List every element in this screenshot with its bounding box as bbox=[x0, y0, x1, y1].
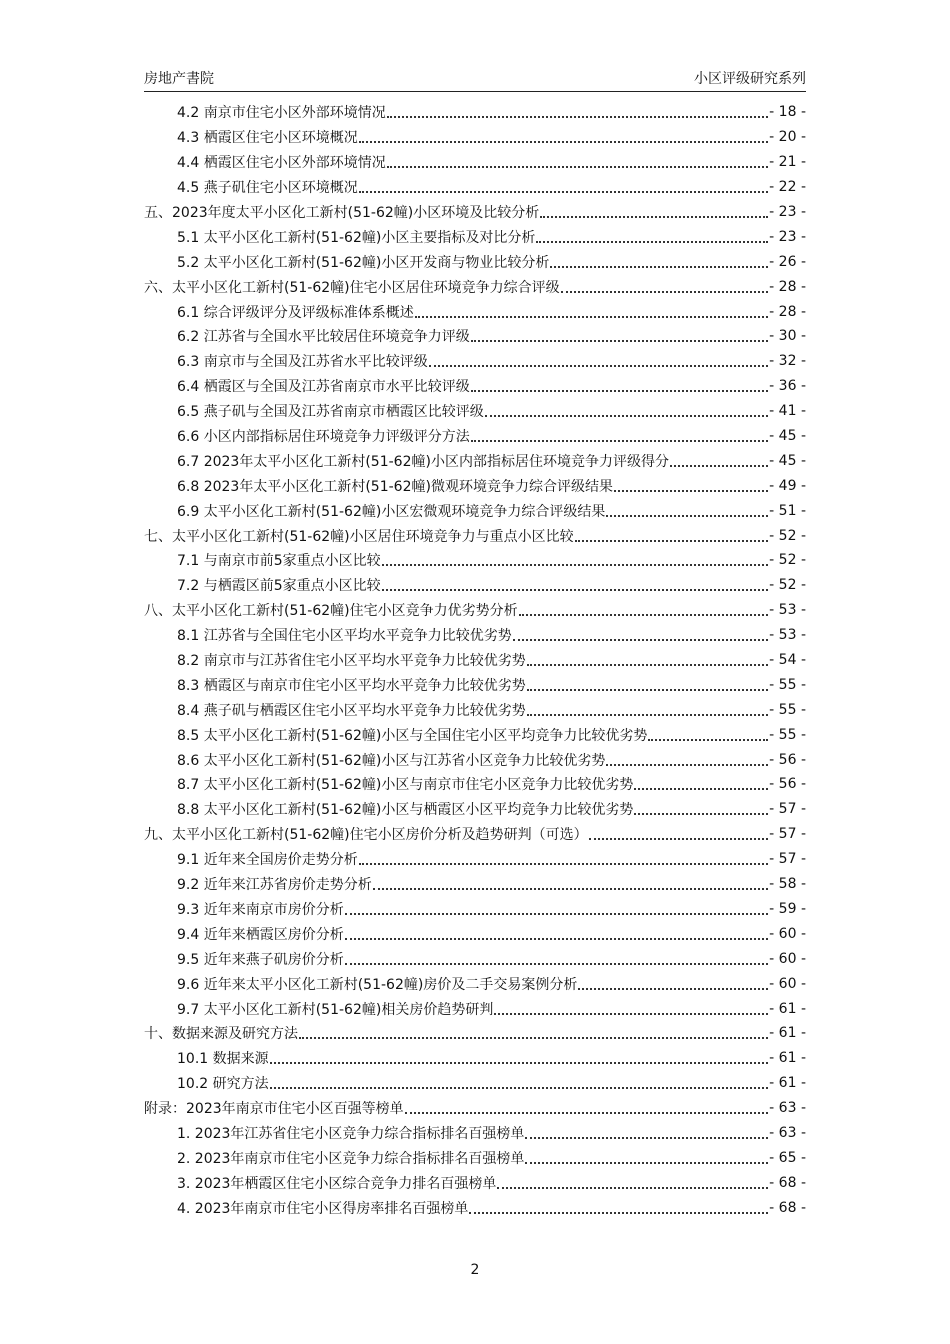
header-left-text: 房地产書院 bbox=[144, 71, 214, 87]
toc-leader-dots bbox=[359, 141, 768, 143]
toc-entry[interactable] bbox=[144, 448, 806, 473]
toc-entry-title: 8.8 太平小区化工新村(51-62幢)小区与栖霞区小区平均竞争力比较优劣势 bbox=[177, 802, 634, 819]
toc-entry-page: - 52 - bbox=[769, 552, 806, 569]
toc-entry-page: - 60 - bbox=[769, 975, 806, 992]
toc-entry-page: - 23 - bbox=[769, 204, 806, 220]
toc-entry-page: - 54 - bbox=[769, 652, 806, 669]
toc-entry[interactable] bbox=[144, 946, 806, 971]
toc-entry[interactable] bbox=[144, 175, 806, 200]
toc-leader-dots bbox=[540, 216, 768, 218]
toc-entry-title: 七、太平小区化工新村(51-62幢)小区居住环境竞争力与重点小区比较 bbox=[144, 528, 574, 545]
toc-leader-dots bbox=[299, 1037, 768, 1039]
toc-entry-page: - 61 - bbox=[769, 1075, 806, 1092]
toc-leader-dots bbox=[525, 1137, 768, 1139]
toc-entry-title: 8.4 燕子矶与栖霞区住宅小区平均水平竞争力比较优劣势 bbox=[177, 702, 526, 719]
toc-entry-page: - 52 - bbox=[769, 527, 806, 544]
toc-leader-dots bbox=[345, 913, 768, 915]
toc-entry-page: - 45 - bbox=[769, 428, 806, 445]
toc-leader-dots bbox=[634, 813, 768, 815]
toc-entry-title: 八、太平小区化工新村(51-62幢)住宅小区竞争力优劣势分析 bbox=[144, 603, 518, 620]
toc-entry-title: 6.2 江苏省与全国水平比较居住环境竞争力评级 bbox=[177, 329, 470, 346]
toc-entry[interactable] bbox=[144, 772, 806, 797]
toc-leader-dots bbox=[359, 863, 768, 865]
toc-leader-dots bbox=[561, 291, 769, 293]
toc-leader-dots bbox=[606, 515, 768, 517]
toc-entry[interactable] bbox=[144, 249, 806, 274]
toc-entry-title: 6.5 燕子矶与全国及江苏省南京市栖霞区比较评级 bbox=[177, 404, 484, 421]
toc-entry-title: 4.5 燕子矶住宅小区环境概况 bbox=[177, 180, 358, 197]
toc-entry-page: - 60 - bbox=[769, 950, 806, 967]
toc-leader-dots bbox=[494, 1013, 768, 1015]
toc-entry-title: 六、太平小区化工新村(51-62幢)住宅小区居住环境竞争力综合评级 bbox=[144, 279, 560, 296]
toc-entry-title: 6.6 小区内部指标居住环境竞争力评级评分方法 bbox=[177, 429, 470, 446]
toc-entry-page: - 55 - bbox=[769, 726, 806, 743]
toc-leader-dots bbox=[525, 1162, 768, 1164]
toc-entry-title: 6.4 栖霞区与全国及江苏省南京市水平比较评级 bbox=[177, 379, 470, 396]
toc-entry-page: - 26 - bbox=[769, 253, 806, 270]
toc-entry[interactable] bbox=[144, 374, 806, 399]
toc-entry-page: - 49 - bbox=[769, 477, 806, 494]
toc-entry-page: - 61 - bbox=[769, 1000, 806, 1017]
toc-entry-title: 十、数据来源及研究方法 bbox=[144, 1026, 298, 1043]
toc-entry-page: - 65 - bbox=[769, 1149, 806, 1166]
toc-entry-title: 8.6 太平小区化工新村(51-62幢)小区与江苏省小区竞争力比较优劣势 bbox=[177, 752, 606, 769]
toc-entry[interactable] bbox=[144, 548, 806, 573]
toc-entry[interactable] bbox=[144, 697, 806, 722]
toc-entry-title: 6.1 综合评级评分及评级标准体系概述 bbox=[177, 304, 414, 321]
toc-entry[interactable] bbox=[144, 1170, 806, 1195]
toc-leader-dots bbox=[270, 1062, 769, 1064]
toc-entry-page: - 56 - bbox=[769, 776, 806, 793]
toc-entry[interactable] bbox=[144, 822, 806, 847]
toc-entry-title: 8.2 南京市与江苏省住宅小区平均水平竞争力比较优劣势 bbox=[177, 653, 526, 670]
toc-entry-page: - 28 - bbox=[769, 278, 806, 295]
toc-entry[interactable] bbox=[144, 1071, 806, 1096]
toc-leader-dots bbox=[513, 639, 768, 641]
toc-leader-dots bbox=[359, 191, 768, 193]
toc-entry-title: 4. 2023年南京市住宅小区得房率排名百强榜单 bbox=[177, 1200, 469, 1217]
toc-entry[interactable] bbox=[144, 498, 806, 523]
toc-entry[interactable] bbox=[144, 1046, 806, 1071]
page-header bbox=[144, 66, 806, 92]
toc-entry-page: - 32 - bbox=[769, 353, 806, 370]
toc-leader-dots bbox=[373, 888, 768, 890]
toc-entry[interactable] bbox=[144, 847, 806, 872]
toc-leader-dots bbox=[536, 241, 768, 243]
toc-entry[interactable] bbox=[144, 672, 806, 697]
toc-entry-page: - 20 - bbox=[769, 129, 806, 146]
toc-entry-page: - 53 - bbox=[769, 627, 806, 644]
toc-entry-page: - 63 - bbox=[769, 1100, 806, 1117]
toc-entry[interactable] bbox=[144, 424, 806, 449]
toc-leader-dots bbox=[387, 116, 768, 118]
toc-entry-title: 8.7 太平小区化工新村(51-62幢)小区与南京市住宅小区竞争力比较优劣势 bbox=[177, 777, 634, 794]
toc-entry-title: 5.2 太平小区化工新村(51-62幢)小区开发商与物业比较分析 bbox=[177, 254, 550, 271]
toc-leader-dots bbox=[405, 1112, 769, 1114]
toc-leader-dots bbox=[648, 739, 768, 741]
toc-entry[interactable] bbox=[144, 224, 806, 249]
toc-leader-dots bbox=[550, 266, 768, 268]
toc-entry-page: - 59 - bbox=[769, 900, 806, 917]
toc-entry-page: - 55 - bbox=[769, 676, 806, 693]
toc-leader-dots bbox=[575, 540, 769, 542]
toc-entry[interactable] bbox=[144, 921, 806, 946]
toc-leader-dots bbox=[345, 938, 768, 940]
toc-entry-page: - 22 - bbox=[769, 179, 806, 196]
toc-leader-dots bbox=[471, 440, 768, 442]
toc-entry-page: - 30 - bbox=[769, 328, 806, 345]
toc-entry[interactable] bbox=[144, 523, 806, 548]
toc-entry[interactable] bbox=[144, 598, 806, 623]
toc-entry-title: 7.1 与南京市前5家重点小区比较 bbox=[177, 553, 381, 570]
toc-entry-title: 3. 2023年栖霞区住宅小区综合竞争力排名百强榜单 bbox=[177, 1175, 497, 1192]
toc-leader-dots bbox=[497, 1187, 768, 1189]
toc-entry[interactable] bbox=[144, 349, 806, 374]
toc-entry-page: - 23 - bbox=[769, 228, 806, 245]
page-number: 2 bbox=[470, 1262, 480, 1278]
toc-entry-page: - 63 - bbox=[769, 1124, 806, 1141]
toc-entry-page: - 68 - bbox=[769, 1199, 806, 1216]
toc-entry-page: - 51 - bbox=[769, 502, 806, 519]
toc-entry[interactable] bbox=[144, 1096, 806, 1121]
toc-entry-title: 1. 2023年江苏省住宅小区竞争力综合指标排名百强榜单 bbox=[177, 1125, 525, 1142]
toc-leader-dots bbox=[382, 589, 769, 591]
toc-entry-page: - 18 - bbox=[769, 104, 806, 121]
toc-entry-page: - 53 - bbox=[769, 602, 806, 619]
toc-leader-dots bbox=[485, 415, 768, 417]
toc-entry-title: 9.6 近年来太平小区化工新村(51-62幢)房价及二手交易案例分析 bbox=[177, 976, 578, 993]
toc-entry-title: 6.8 2023年太平小区化工新村(51-62幢)微观环境竞争力综合评级结果 bbox=[177, 478, 613, 495]
toc-entry[interactable] bbox=[144, 996, 806, 1021]
toc-entry-title: 9.2 近年来江苏省房价走势分析 bbox=[177, 877, 372, 894]
toc-entry[interactable] bbox=[144, 722, 806, 747]
toc-entry-title: 8.1 江苏省与全国住宅小区平均水平竞争力比较优劣势 bbox=[177, 628, 512, 645]
toc-entry[interactable] bbox=[144, 573, 806, 598]
toc-leader-dots bbox=[382, 564, 769, 566]
toc-entry[interactable] bbox=[144, 100, 806, 125]
toc-entry[interactable] bbox=[144, 125, 806, 150]
toc-entry-page: - 28 - bbox=[769, 303, 806, 320]
toc-leader-dots bbox=[578, 988, 768, 990]
toc-entry-page: - 61 - bbox=[769, 1025, 806, 1042]
toc-entry-page: - 56 - bbox=[769, 751, 806, 768]
toc-entry-page: - 36 - bbox=[769, 378, 806, 395]
toc-leader-dots bbox=[387, 166, 768, 168]
toc-entry[interactable] bbox=[144, 200, 806, 225]
toc-entry-title: 6.7 2023年太平小区化工新村(51-62幢)小区内部指标居住环境竞争力评级得分 bbox=[177, 453, 669, 470]
toc-entry-title: 10.1 数据来源 bbox=[177, 1051, 269, 1068]
toc-leader-dots bbox=[589, 838, 769, 840]
toc-entry[interactable] bbox=[144, 150, 806, 175]
toc-entry-title: 8.3 栖霞区与南京市住宅小区平均水平竞争力比较优劣势 bbox=[177, 677, 526, 694]
toc-leader-dots bbox=[469, 1212, 768, 1214]
toc-entry-title: 4.4 栖霞区住宅小区外部环境情况 bbox=[177, 155, 386, 172]
toc-leader-dots bbox=[527, 664, 768, 666]
toc-entry[interactable] bbox=[144, 747, 806, 772]
toc-entry-page: - 57 - bbox=[769, 801, 806, 818]
toc-entry[interactable] bbox=[144, 1145, 806, 1170]
toc-entry-page: - 58 - bbox=[769, 876, 806, 893]
toc-entry-title: 9.7 太平小区化工新村(51-62幢)相关房价趋势研判 bbox=[177, 1001, 494, 1018]
toc-entry-page: - 41 - bbox=[769, 403, 806, 420]
toc-leader-dots bbox=[429, 365, 768, 367]
toc-entry[interactable] bbox=[144, 971, 806, 996]
toc-entry[interactable] bbox=[144, 299, 806, 324]
toc-entry-title: 9.5 近年来燕子矶房价分析 bbox=[177, 951, 344, 968]
toc-leader-dots bbox=[670, 465, 768, 467]
toc-leader-dots bbox=[270, 1087, 769, 1089]
toc-leader-dots bbox=[519, 614, 769, 616]
toc-entry-page: - 60 - bbox=[769, 925, 806, 942]
toc-entry-title: 6.9 太平小区化工新村(51-62幢)小区宏微观环境竞争力综合评级结果 bbox=[177, 503, 606, 520]
toc-entry-page: - 21 - bbox=[769, 154, 806, 171]
toc-leader-dots bbox=[527, 689, 768, 691]
toc-entry-page: - 45 - bbox=[769, 452, 806, 469]
table-of-contents bbox=[144, 100, 806, 1220]
toc-entry[interactable] bbox=[144, 274, 806, 299]
toc-entry-title: 8.5 太平小区化工新村(51-62幢)小区与全国住宅小区平均竞争力比较优劣势 bbox=[177, 727, 648, 744]
toc-entry-title: 7.2 与栖霞区前5家重点小区比较 bbox=[177, 578, 381, 595]
toc-entry-title: 5.1 太平小区化工新村(51-62幢)小区主要指标及对比分析 bbox=[177, 229, 536, 246]
toc-leader-dots bbox=[527, 714, 768, 716]
toc-leader-dots bbox=[471, 340, 768, 342]
toc-entry[interactable] bbox=[144, 623, 806, 648]
toc-entry-page: - 57 - bbox=[769, 851, 806, 868]
toc-leader-dots bbox=[614, 490, 768, 492]
toc-entry-title: 五、2023年度太平小区化工新村(51-62幢)小区环境及比较分析 bbox=[144, 205, 540, 221]
toc-entry-page: - 61 - bbox=[769, 1050, 806, 1067]
toc-entry[interactable] bbox=[144, 473, 806, 498]
toc-entry-title: 4.3 栖霞区住宅小区环境概况 bbox=[177, 130, 358, 147]
toc-entry-title: 附录：2023年南京市住宅小区百强等榜单 bbox=[144, 1101, 404, 1118]
toc-entry-page: - 68 - bbox=[769, 1174, 806, 1191]
toc-entry-title: 4.2 南京市住宅小区外部环境情况 bbox=[177, 105, 386, 122]
toc-leader-dots bbox=[634, 788, 768, 790]
toc-entry-page: - 57 - bbox=[769, 826, 806, 843]
toc-entry[interactable] bbox=[144, 648, 806, 673]
toc-entry-title: 9.4 近年来栖霞区房价分析 bbox=[177, 926, 344, 943]
toc-entry-title: 10.2 研究方法 bbox=[177, 1076, 269, 1093]
toc-entry-page: - 52 - bbox=[769, 577, 806, 594]
toc-entry[interactable] bbox=[144, 399, 806, 424]
toc-entry-title: 九、太平小区化工新村(51-62幢)住宅小区房价分析及趋势研判（可选） bbox=[144, 827, 588, 844]
toc-entry-title: 6.3 南京市与全国及江苏省水平比较评级 bbox=[177, 354, 428, 371]
toc-leader-dots bbox=[345, 963, 768, 965]
toc-entry[interactable] bbox=[144, 1195, 806, 1220]
toc-entry[interactable] bbox=[144, 797, 806, 822]
toc-entry[interactable] bbox=[144, 1021, 806, 1046]
toc-entry-page: - 55 - bbox=[769, 701, 806, 718]
toc-entry-title: 9.1 近年来全国房价走势分析 bbox=[177, 852, 358, 869]
toc-leader-dots bbox=[606, 764, 768, 766]
toc-entry[interactable] bbox=[144, 897, 806, 922]
toc-leader-dots bbox=[415, 316, 768, 318]
toc-entry[interactable] bbox=[144, 1121, 806, 1146]
header-right-text: 小区评级研究系列 bbox=[694, 71, 806, 87]
toc-entry[interactable] bbox=[144, 324, 806, 349]
toc-entry[interactable] bbox=[144, 872, 806, 897]
toc-leader-dots bbox=[471, 390, 768, 392]
toc-entry-title: 2. 2023年南京市住宅小区竞争力综合指标排名百强榜单 bbox=[177, 1150, 525, 1167]
toc-entry-title: 9.3 近年来南京市房价分析 bbox=[177, 901, 344, 918]
